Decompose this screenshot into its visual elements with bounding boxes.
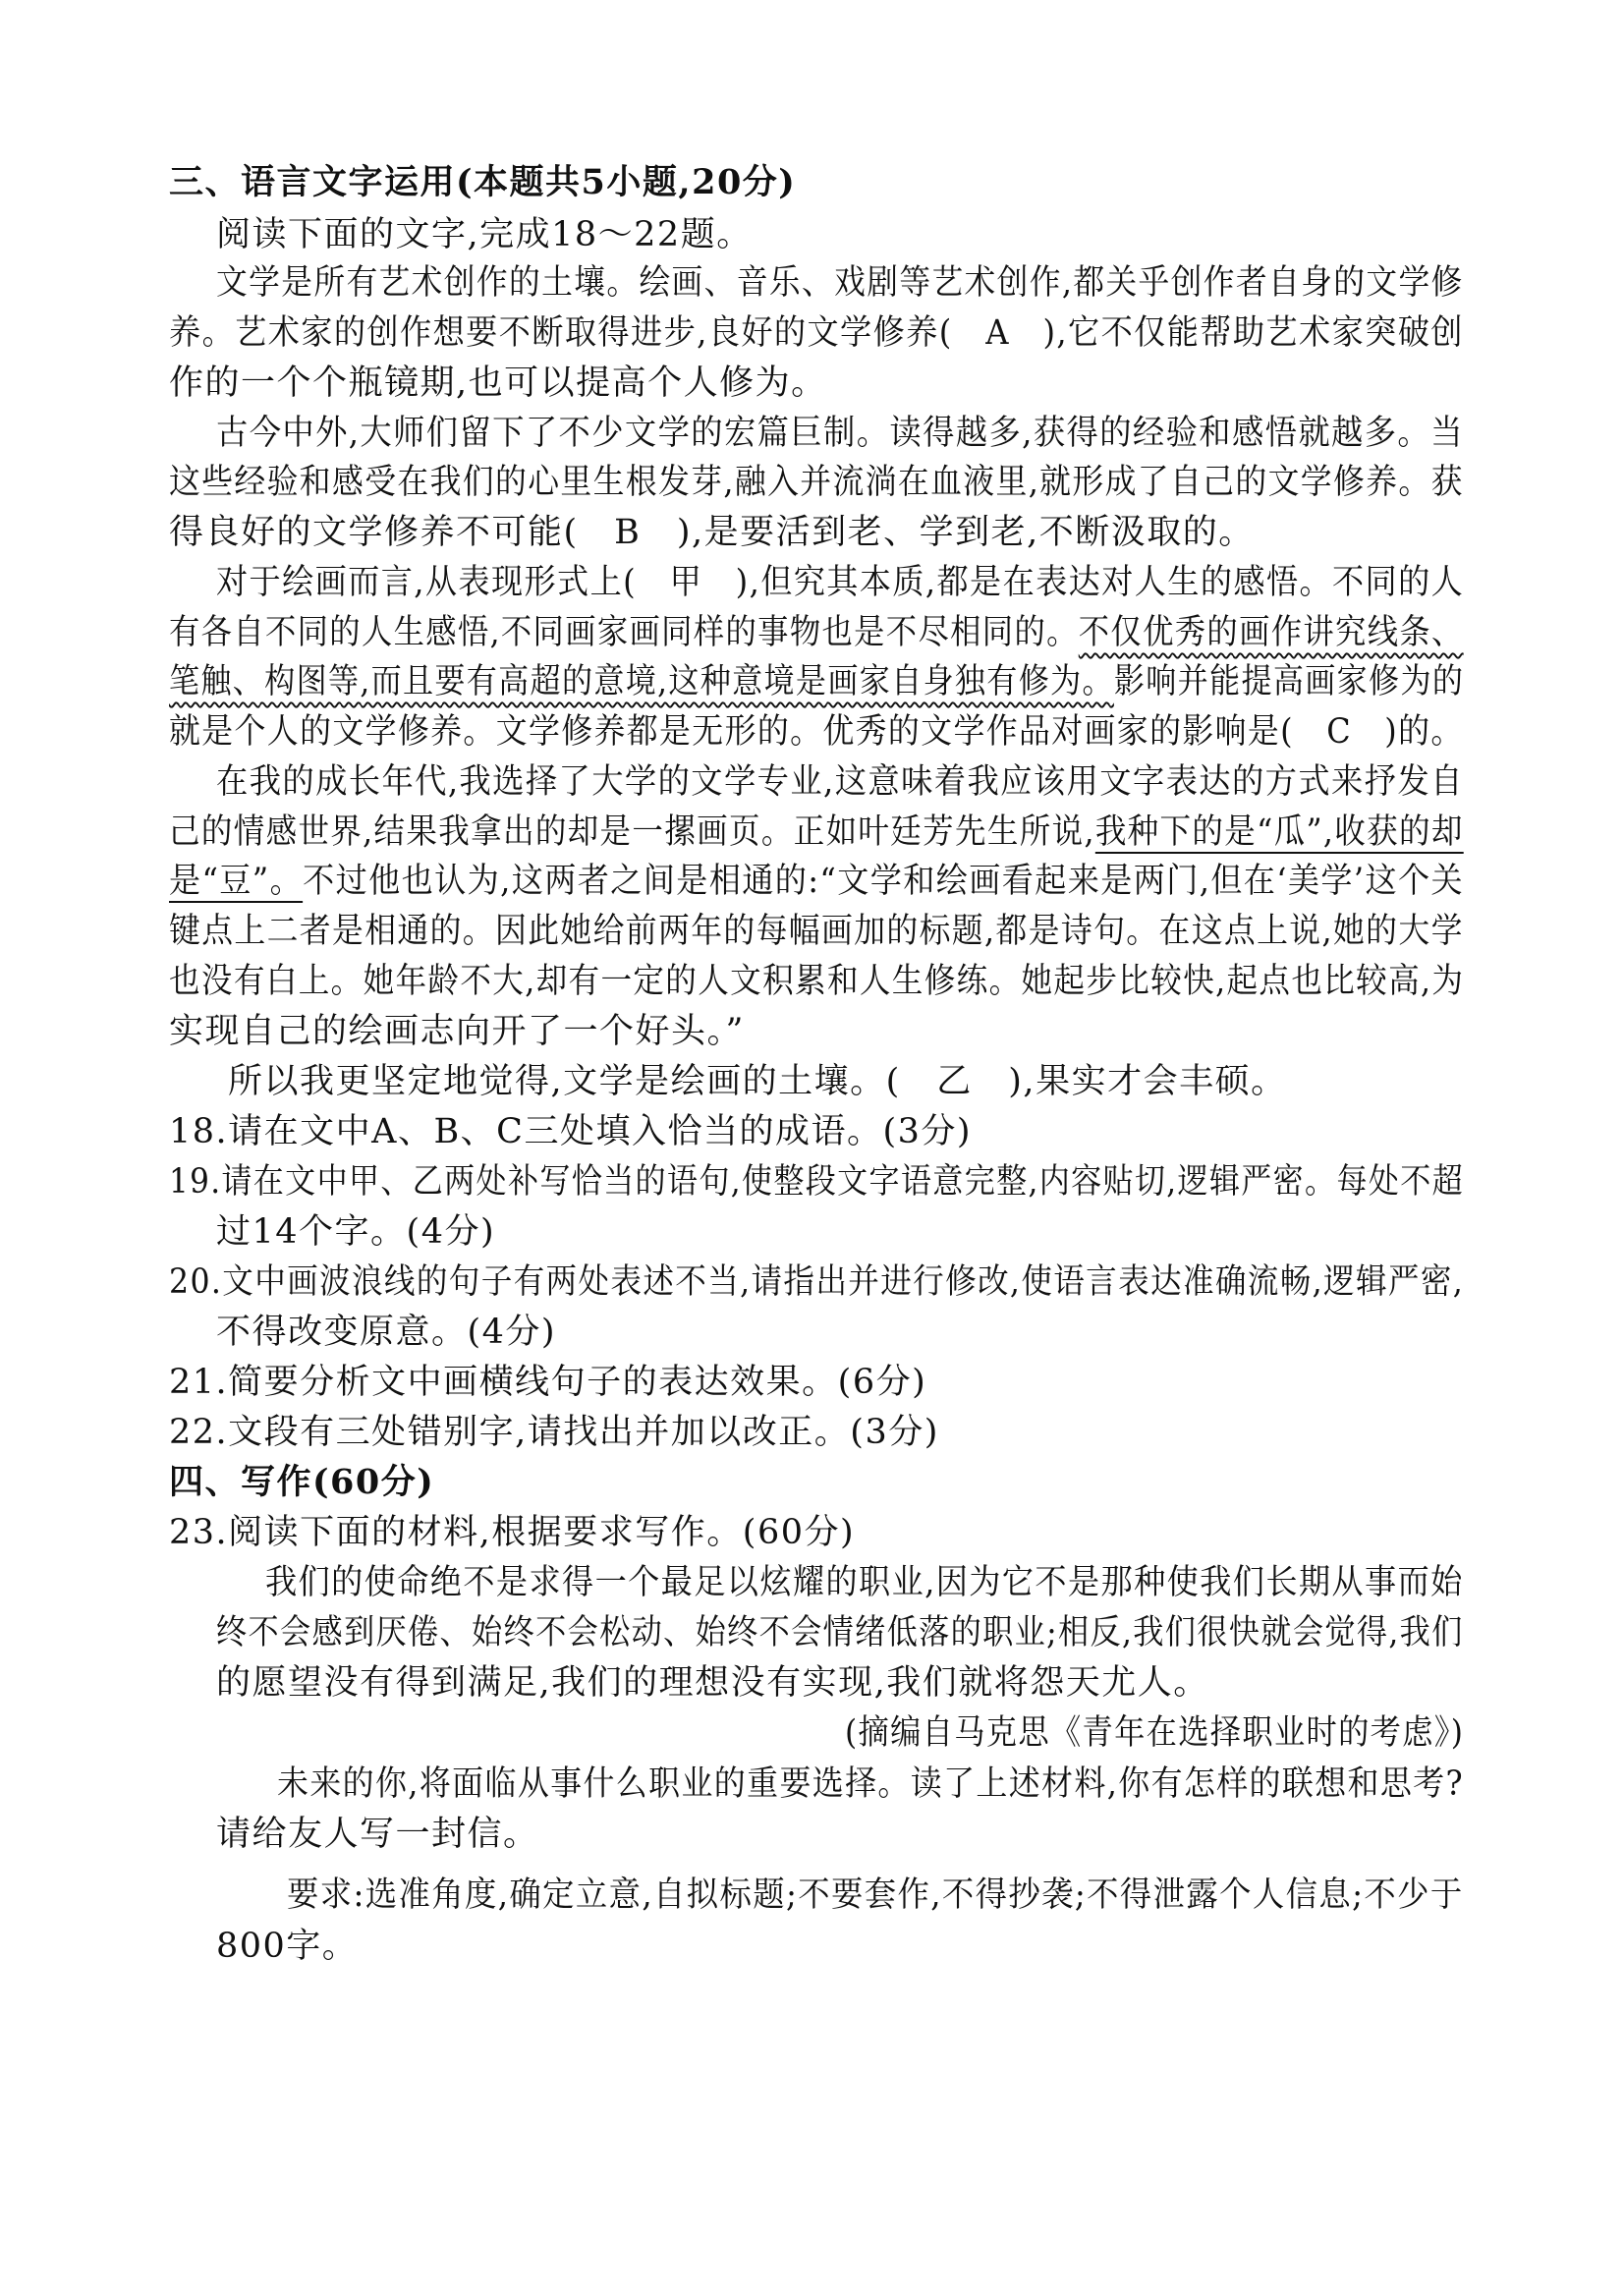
- passage-p1-line2: 养。艺术家的创作想要不断取得进步,良好的文学修养( A ),它不仅能帮助艺术家突破创: [169, 313, 1464, 353]
- material-line1: 我们的使命绝不是求得一个最足以炫耀的职业,因为它不是那种使我们长期从事而始: [265, 1563, 1464, 1602]
- question-23: 23.阅读下面的材料,根据要求写作。(60分): [169, 1513, 856, 1552]
- passage-p3-line2: [169, 609, 1464, 656]
- passage-p4-line1: 在我的成长年代,我选择了大学的文学专业,这意味着我应该用文字表达的方式来抒发自: [216, 762, 1464, 802]
- requirements-line1: 要求:选准角度,确定立意,自拟标题;不要套作,不得抄袭;不得泄露个人信息;不少于: [287, 1875, 1464, 1915]
- reading-instruction: 阅读下面的文字,完成18～22题。: [216, 215, 753, 254]
- wavy-underlined-sentence-part2: 笔触、构图等,而且要有高超的意境,这种意境是画家自身独有修为。: [169, 662, 1114, 701]
- p3-line2-plain: 有各自不同的人生感悟,不同画家画同样的事物也是不尽相同的。: [169, 613, 1079, 652]
- passage-p3-line3: [169, 658, 1464, 705]
- passage-p2-line2: 这些经验和感受在我们的心里生根发芽,融入并流淌在血液里,就形成了自己的文学修养。获: [169, 463, 1464, 502]
- underlined-sentence-part1: 我种下的是“瓜”,收获的却: [1094, 812, 1464, 852]
- question-19-line2: 过14个字。(4分): [216, 1212, 496, 1252]
- section-3-heading: 三、语言文字运用(本题共5小题,20分): [169, 162, 797, 202]
- passage-p4-line4: 键点上二者是相通的。因此她给前两年的每幅画加的标题,都是诗句。在这点上说,她的大学: [169, 912, 1464, 951]
- passage-p2-line3: 得良好的文学修养不可能( B ),是要活到老、学到老,不断汲取的。: [169, 513, 1255, 552]
- passage-p5: 所以我更坚定地觉得,文学是绘画的土壤。( 乙 ),果实才会丰硕。: [228, 1062, 1287, 1101]
- question-21: 21.简要分析文中画横线句子的表达效果。(6分): [169, 1363, 927, 1402]
- material-source: (摘编自马克思《青年在选择职业时的考虑》): [845, 1713, 1465, 1753]
- p4-line2-plain: 己的情感世界,结果我拿出的却是一摞画页。正如叶廷芳先生所说,: [169, 812, 1095, 852]
- underlined-sentence-part2: 是“豆”。: [169, 862, 304, 901]
- question-20-line2: 不得改变原意。(4分): [216, 1313, 557, 1352]
- passage-p4-line2: [169, 809, 1464, 856]
- p4-line3-plain: 不过他也认为,这两者之间是相通的:“文学和绘画看起来是两门,但在‘美学’这个关: [303, 862, 1465, 901]
- passage-p4-line6: 实现自己的绘画志向开了一个好头。”: [169, 1012, 745, 1051]
- question-20-line1: 20.文中画波浪线的句子有两处表述不当,请指出并进行修改,使语言表达准确流畅,逻辑严密,: [169, 1262, 1465, 1302]
- writing-task-line1: 未来的你,将面临从事什么职业的重要选择。读了上述材料,你有怎样的联想和思考?: [277, 1764, 1465, 1804]
- passage-p4-line5: 也没有白上。她年龄不大,却有一定的人文积累和人生修练。她起步比较快,起点也比较高,为: [169, 962, 1465, 1001]
- section-4-heading: 四、写作(60分): [169, 1462, 435, 1502]
- writing-task-line2: 请给友人写一封信。: [216, 1815, 539, 1854]
- passage-p2-line1: 古今中外,大师们留下了不少文学的宏篇巨制。读得越多,获得的经验和感悟就越多。当: [216, 414, 1464, 453]
- p3-line3-plain: 影响并能提高画家修为的: [1113, 662, 1465, 701]
- requirements-line2: 800字。: [216, 1927, 359, 1966]
- question-19-line1: 19.请在文中甲、乙两处补写恰当的语句,使整段文字语意完整,内容贴切,逻辑严密。每处不超: [169, 1162, 1465, 1202]
- passage-p4-line3: [169, 858, 1464, 905]
- passage-p1-line1: 文学是所有艺术创作的土壤。绘画、音乐、戏剧等艺术创作,都关乎创作者自身的文学修: [216, 263, 1464, 303]
- passage-p3-line1: 对于绘画而言,从表现形式上( 甲 ),但究其本质,都是在表达对人生的感悟。不同的人: [216, 563, 1465, 602]
- material-line3: 的愿望没有得到满足,我们的理想没有实现,我们就将怨天尤人。: [216, 1663, 1209, 1703]
- passage-p1-line3: 作的一个个瓶镜期,也可以提高个人修为。: [169, 364, 827, 403]
- question-22: 22.文段有三处错别字,请找出并加以改正。(3分): [169, 1413, 939, 1452]
- question-18: 18.请在文中A、B、C三处填入恰当的成语。(3分): [169, 1112, 973, 1151]
- passage-p3-line4: 就是个人的文学修养。文学修养都是无形的。优秀的文学作品对画家的影响是( C )的。: [169, 712, 1464, 752]
- material-line2: 终不会感到厌倦、始终不会松动、始终不会情绪低落的职业;相反,我们很快就会觉得,我们: [216, 1613, 1464, 1652]
- wavy-underlined-sentence-part1: 不仅优秀的画作讲究线条、: [1078, 613, 1464, 652]
